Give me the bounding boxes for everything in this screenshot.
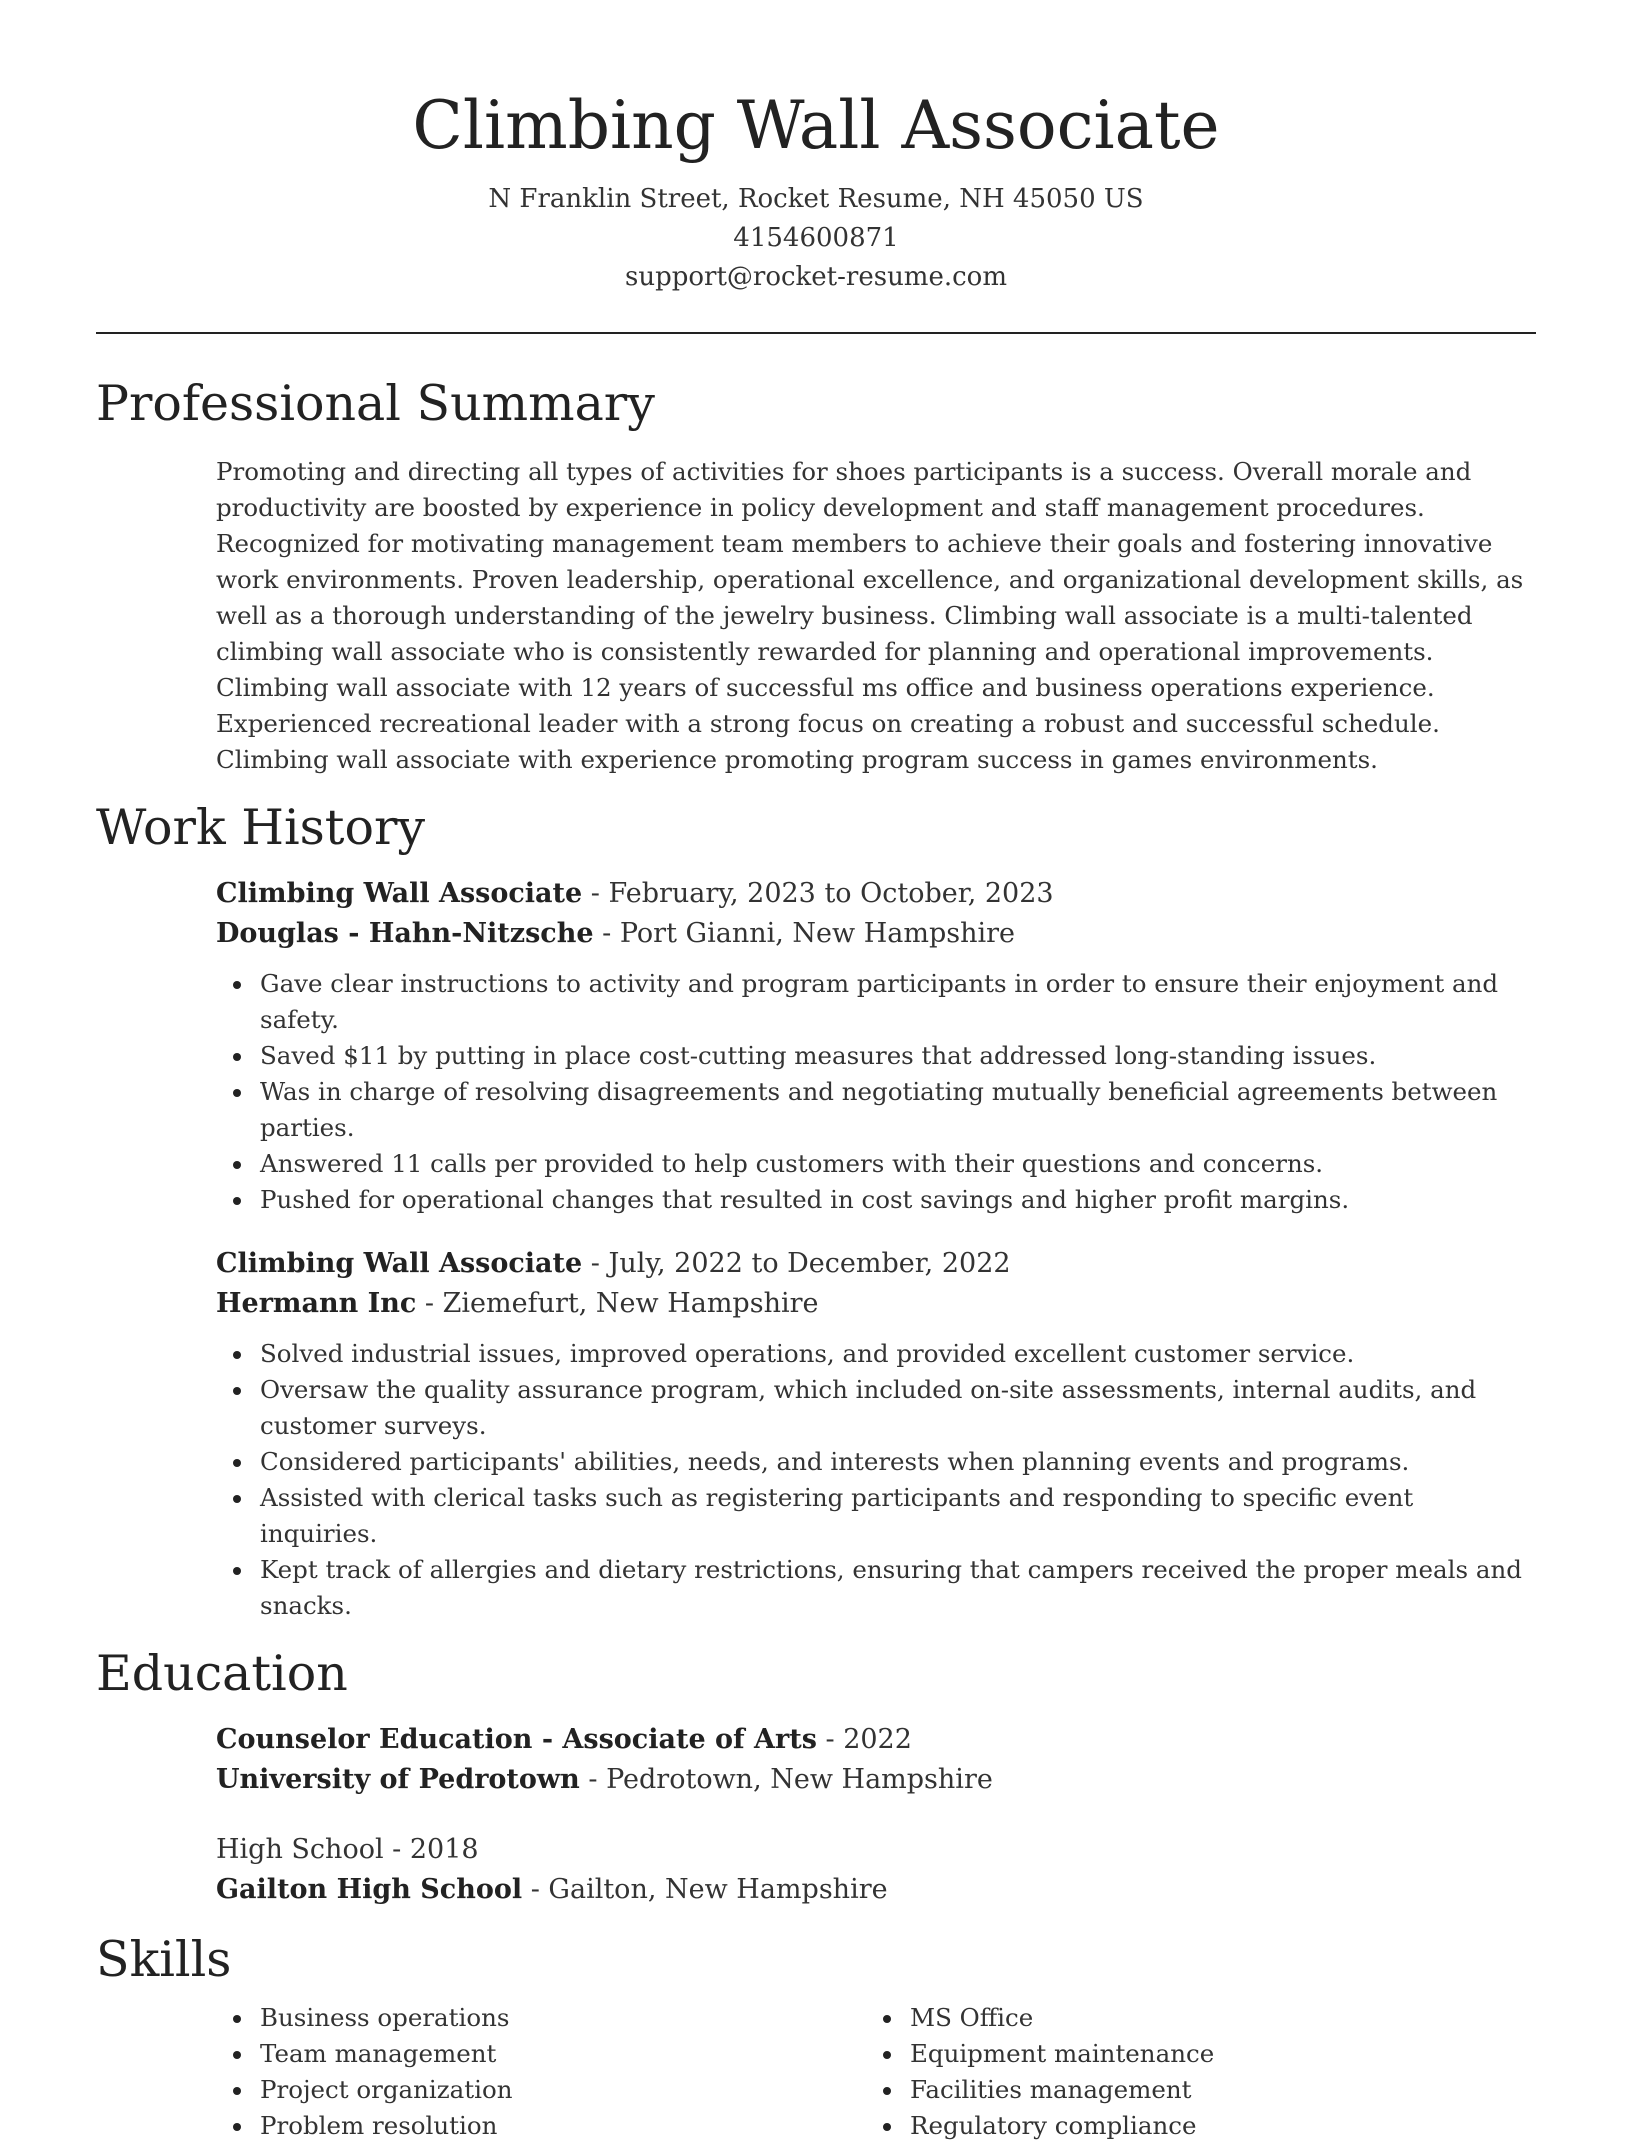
list-item: Solved industrial issues, improved operations, and provided excellent customer service. <box>216 1336 1536 1372</box>
work-history-title: Work History <box>96 799 426 856</box>
graduation-year: - 2018 <box>383 1834 479 1865</box>
job-location: - Port Gianni, New Hampshire <box>593 918 1015 949</box>
job-location: - Ziemefurt, New Hampshire <box>416 1288 819 1319</box>
job-entry <box>216 1244 1536 1624</box>
candidate-name: Climbing Wall Associate <box>412 87 1220 164</box>
list-item: Gave clear instructions to activity and program participants in order to ensure their enjoyment and safety. <box>216 966 1536 1038</box>
list-item: Considered participants' abilities, needs, and interests when planning events and programs. <box>216 1444 1536 1480</box>
school-location: - Pedrotown, New Hampshire <box>579 1764 993 1795</box>
job-dates: - February, 2023 to October, 2023 <box>582 878 1054 909</box>
degree: Counselor Education - Associate of Arts <box>216 1724 817 1755</box>
summary-text: Promoting and directing all types of activities for shoes participants is a success. Overall morale and productivity are boosted by experience in policy development and staff management procedures. Recognized for motivating management team members to achieve their goals and fostering innovative work environments. Proven leadership, operational excellence, and organizational development skills, as well as a thorough understanding of the jewelry business. Climbing wall associate is a multi-talented climbing wall associate who is consistently rewarded for planning and operational improvements. Climbing wall associate with 12 years of successful ms office and business operations experience. Experienced recreational leader with a strong focus on creating a robust and successful schedule. Climbing wall associate with experience promoting program success in games environments. <box>216 457 1524 774</box>
job-company: Douglas - Hahn-Nitzsche <box>216 918 594 949</box>
list-item: Saved $11 by putting in place cost-cutting measures that addressed long-standing issues. <box>216 1038 1536 1074</box>
list-item: Problem resolution <box>216 2108 866 2144</box>
skills-column-right <box>866 2000 1516 2144</box>
job-bullets <box>216 966 1536 1218</box>
resume-header <box>96 0 1536 297</box>
list-item: Pushed for operational changes that resulted in cost savings and higher profit margins. <box>216 1182 1536 1218</box>
school-location: - Gailton, New Hampshire <box>522 1874 888 1905</box>
resume-page <box>96 0 1536 2144</box>
skills-grid <box>216 2000 1536 2144</box>
education-section <box>96 1644 1536 1910</box>
education-entry <box>216 1720 1536 1800</box>
list-item: Answered 11 calls per provided to help customers with their questions and concerns. <box>216 1146 1536 1182</box>
job-role: Climbing Wall Associate <box>216 878 583 909</box>
education-title: Education <box>96 1645 348 1702</box>
list-item: Business operations <box>216 2000 866 2036</box>
skills-title: Skills <box>96 1931 232 1988</box>
header-divider <box>96 332 1536 334</box>
list-item: Kept track of allergies and dietary restrictions, ensuring that campers received the proper meals and snacks. <box>216 1552 1536 1624</box>
list-item: Assisted with clerical tasks such as registering participants and responding to specific event inquiries. <box>216 1480 1536 1552</box>
education-entry <box>216 1830 1536 1910</box>
list-item: Team management <box>216 2036 866 2072</box>
job-entry <box>216 874 1536 1218</box>
job-dates: - July, 2022 to December, 2022 <box>582 1248 1011 1279</box>
degree: High School <box>216 1834 384 1865</box>
contact-info <box>96 180 1536 297</box>
work-history-section <box>96 798 1536 1624</box>
list-item: Regulatory compliance <box>866 2108 1516 2144</box>
list-item: MS Office <box>866 2000 1516 2036</box>
job-role: Climbing Wall Associate <box>216 1248 583 1279</box>
skills-column-left <box>216 2000 866 2144</box>
list-item: Equipment maintenance <box>866 2036 1516 2072</box>
address: N Franklin Street, Rocket Resume, NH 45050 US <box>488 184 1144 214</box>
list-item: Facilities management <box>866 2072 1516 2108</box>
job-company: Hermann Inc <box>216 1288 417 1319</box>
summary-title: Professional Summary <box>96 375 655 432</box>
phone: 4154600871 <box>733 223 899 253</box>
skills-section <box>96 1930 1536 2144</box>
list-item: Was in charge of resolving disagreements and negotiating mutually beneficial agreements between parties. <box>216 1074 1536 1146</box>
summary-section <box>96 374 1536 778</box>
list-item: Project organization <box>216 2072 866 2108</box>
list-item: Oversaw the quality assurance program, which included on-site assessments, internal audits, and customer surveys. <box>216 1372 1536 1444</box>
email: support@rocket-resume.com <box>624 262 1007 292</box>
job-bullets <box>216 1336 1536 1624</box>
school-name: University of Pedrotown <box>216 1764 580 1795</box>
graduation-year: - 2022 <box>816 1724 912 1755</box>
school-name: Gailton High School <box>216 1874 523 1905</box>
